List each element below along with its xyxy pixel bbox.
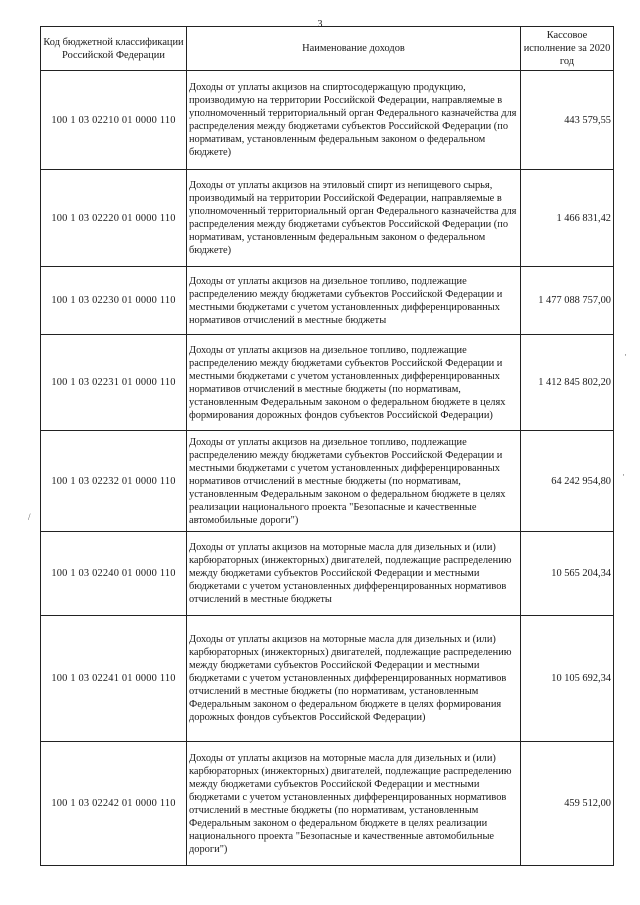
row-name: Доходы от уплаты акцизов на спиртосодержащую продукцию, производимую на территории Российской Федерации, направляемые в уполномоченный территориальный орган Федерального казначейства для распределения между бюджетами субъектов Российской Федерации (по нормативам, установленным федеральным законом о федеральном бюджете) [187, 71, 521, 170]
page-number: 3 [317, 19, 323, 30]
table-row [41, 335, 614, 431]
row-amount: 64 242 954,80 [521, 431, 614, 532]
row-amount: 1 477 088 757,00 [521, 267, 614, 335]
row-code: 100 1 03 02242 01 0000 110 [41, 742, 187, 866]
row-amount: 443 579,55 [521, 71, 614, 170]
row-amount: 10 565 204,34 [521, 532, 614, 616]
row-name: Доходы от уплаты акцизов на моторные масла для дизельных и (или) карбюраторных (инжекторных) двигателей, подлежащие распределению между бюджетами субъектов Российской Федерации и местными бюджетами с учетом установленных дифференцированных нормативов отчислений в местные бюджеты [187, 532, 521, 616]
row-amount: 1 412 845 802,20 [521, 335, 614, 431]
row-name: Доходы от уплаты акцизов на этиловый спирт из непищевого сырья, производимый на территории Российской Федерации, направляемые в уполномоченный территориальный орган Федерального казначейства для распределения между бюджетами субъектов Российской Федерации (по нормативам, установленным федеральным законом о федеральном бюджете) [187, 170, 521, 267]
row-name: Доходы от уплаты акцизов на моторные масла для дизельных и (или) карбюраторных (инжекторных) двигателей, подлежащие распределению между бюджетами субъектов Российской Федерации и местными бюджетами с учетом установленных дифференцированных нормативов отчислений в местные бюджеты (по нормативам, установленным Федеральным законом о федеральном бюджете в целях реализации национального проекта "Безопасные и качественные автомобильные дороги") [187, 742, 521, 866]
table-header-row [41, 27, 614, 71]
table-row [41, 267, 614, 335]
row-code: 100 1 03 02240 01 0000 110 [41, 532, 187, 616]
header-amount: Кассовое исполнение за 2020 год [521, 27, 614, 71]
table-row [41, 616, 614, 742]
table-row [41, 742, 614, 866]
table-row [41, 532, 614, 616]
table-row [41, 170, 614, 267]
row-code: 100 1 03 02210 01 0000 110 [41, 71, 187, 170]
row-code: 100 1 03 02232 01 0000 110 [41, 431, 187, 532]
row-name: Доходы от уплаты акцизов на моторные масла для дизельных и (или) карбюраторных (инжекторных) двигателей, подлежащие распределению между бюджетами субъектов Российской Федерации и местными бюджетами с учетом установленных дифференцированных нормативов отчислений в местные бюджеты (по нормативам, установленным Федеральным законом о федеральном бюджете в целях формирования дорожных фондов субъектов Российской Федерации) [187, 616, 521, 742]
row-amount: 10 105 692,34 [521, 616, 614, 742]
row-code: 100 1 03 02220 01 0000 110 [41, 170, 187, 267]
revenue-table [40, 26, 614, 866]
scan-dot: · [624, 350, 627, 360]
row-name: Доходы от уплаты акцизов на дизельное топливо, подлежащие распределению между бюджетами субъектов Российской Федерации и местными бюджетами с учетом установленных дифференцированных нормативов отчислений в местные бюджеты [187, 267, 521, 335]
row-amount: 459 512,00 [521, 742, 614, 866]
row-name: Доходы от уплаты акцизов на дизельное топливо, подлежащие распределению между бюджетами субъектов Российской Федерации и местными бюджетами с учетом установленных дифференцированных нормативов отчислений в местные бюджеты (по нормативам, установленным Федеральным законом о федеральном бюджете в целях реализации национального проекта "Безопасные и качественные автомобильные дороги") [187, 431, 521, 532]
row-name: Доходы от уплаты акцизов на дизельное топливо, подлежащие распределению между бюджетами субъектов Российской Федерации и местными бюджетами с учетом установленных дифференцированных нормативов отчислений в местные бюджеты (по нормативам, установленным Федеральным законом о федеральном бюджете в целях формирования дорожных фондов субъектов Российской Федерации) [187, 335, 521, 431]
header-code: Код бюджетной классификации Российской Федерации [41, 27, 187, 71]
scan-mark: / [28, 512, 31, 522]
table-row [41, 71, 614, 170]
table-row [41, 431, 614, 532]
row-code: 100 1 03 02241 01 0000 110 [41, 616, 187, 742]
row-code: 100 1 03 02230 01 0000 110 [41, 267, 187, 335]
header-name: Наименование доходов [187, 27, 521, 71]
row-code: 100 1 03 02231 01 0000 110 [41, 335, 187, 431]
row-amount: 1 466 831,42 [521, 170, 614, 267]
scan-dot: · [622, 470, 625, 480]
